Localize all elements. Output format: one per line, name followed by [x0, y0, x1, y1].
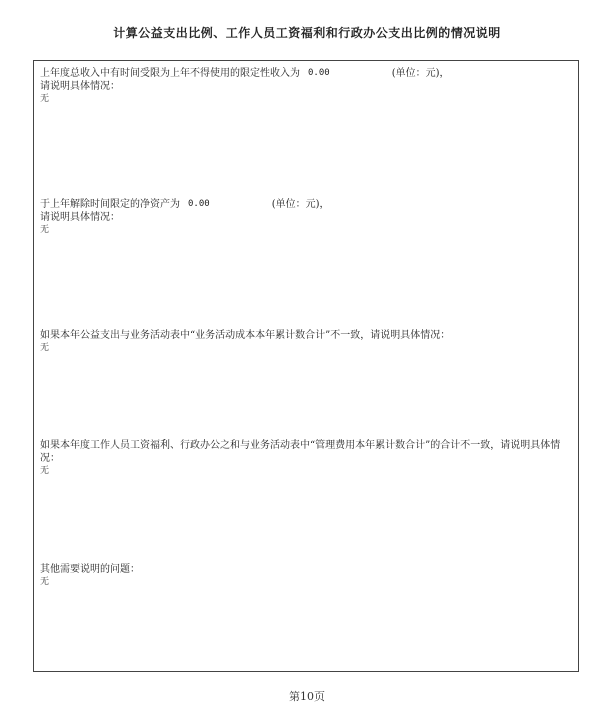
section-restricted-income	[40, 67, 572, 105]
admin-expense-question: 如果本年度工作人员工资福利、行政办公之和与业务活动表中“管理费用本年累计数合计”的合计不一致，请说明具体情况：	[40, 440, 561, 464]
restricted-income-prompt: 请说明具体情况：	[40, 81, 120, 92]
restricted-income-row	[40, 67, 572, 80]
statement-frame	[33, 60, 579, 672]
released-net-assets-prompt: 请说明具体情况：	[40, 212, 120, 223]
other-issues-question: 其他需要说明的问题：	[40, 564, 140, 575]
section-admin-expense	[40, 439, 572, 477]
public-welfare-expense-question: 如果本年公益支出与业务活动表中“业务活动成本本年累计数合计”不一致，请说明具体情况：	[40, 330, 451, 341]
section-other-issues	[40, 563, 572, 588]
restricted-income-question: 上年度总收入中有时间受限为上年不得使用的限定性收入为	[40, 68, 300, 79]
released-net-assets-value: 0.00	[188, 199, 210, 209]
released-net-assets-answer: 无	[40, 225, 50, 235]
page-title: 计算公益支出比例、工作人员工资福利和行政办公支出比例的情况说明	[113, 26, 501, 40]
restricted-income-answer: 无	[40, 94, 50, 104]
section-released-net-assets	[40, 198, 572, 236]
released-net-assets-row	[40, 198, 572, 211]
public-welfare-expense-answer: 无	[40, 343, 50, 353]
other-issues-answer: 无	[40, 577, 50, 587]
restricted-income-value: 0.00	[308, 68, 330, 78]
page-number: 第10页	[289, 690, 325, 703]
section-public-welfare-expense	[40, 329, 572, 354]
released-net-assets-unit: (单位：元)，	[271, 199, 330, 210]
restricted-income-unit: (单位：元)，	[391, 68, 450, 79]
admin-expense-answer: 无	[40, 466, 50, 476]
released-net-assets-question: 于上年解除时间限定的净资产为	[40, 199, 180, 210]
